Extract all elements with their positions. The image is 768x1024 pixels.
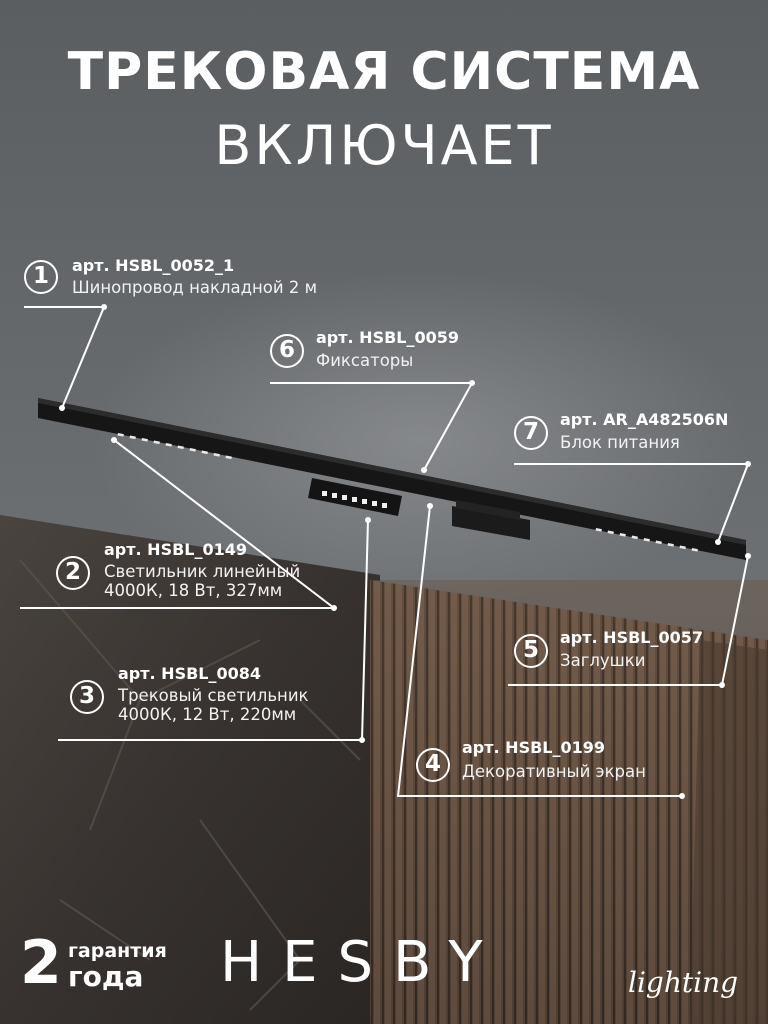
warranty-years: 2 [20,928,62,998]
item-description: Декоративный экран [462,762,646,781]
item-description: Фиксаторы [316,351,414,370]
warranty-unit: года [68,960,144,993]
item-number-badge: 5 [514,634,548,668]
page-subtitle: ВКЛЮЧАЕТ [214,114,554,177]
item-number-badge: 1 [24,260,58,294]
item-article: арт. HSBL_0149 [104,540,248,559]
page-title: ТРЕКОВАЯ СИСТЕМА [67,42,701,102]
item-article: арт. HSBL_0059 [316,328,460,347]
item-description: Заглушки [560,651,646,670]
item-article: арт. HSBL_0199 [462,738,606,757]
brand-tagline: lighting [628,966,739,999]
item-article: арт. HSBL_0052_1 [72,256,235,275]
item-number-badge: 7 [514,416,548,450]
item-number-badge: 2 [56,556,90,590]
item-description: Светильник линейный 4000К, 18 Вт, 327мм [104,562,301,600]
item-article: арт. AR_A482506N [560,410,729,429]
item-number-badge: 3 [70,680,104,714]
item-description: Шинопровод накладной 2 м [72,278,318,297]
item-article: арт. HSBL_0084 [118,664,262,683]
brand-logo: HESBY [220,930,503,995]
item-description: Трековый светильник 4000К, 12 Вт, 220мм [118,686,309,724]
warranty-label: гарантия [68,940,167,962]
item-description: Блок питания [560,433,680,452]
item-number-badge: 4 [416,748,450,782]
item-number-badge: 6 [270,334,304,368]
item-article: арт. HSBL_0057 [560,628,704,647]
